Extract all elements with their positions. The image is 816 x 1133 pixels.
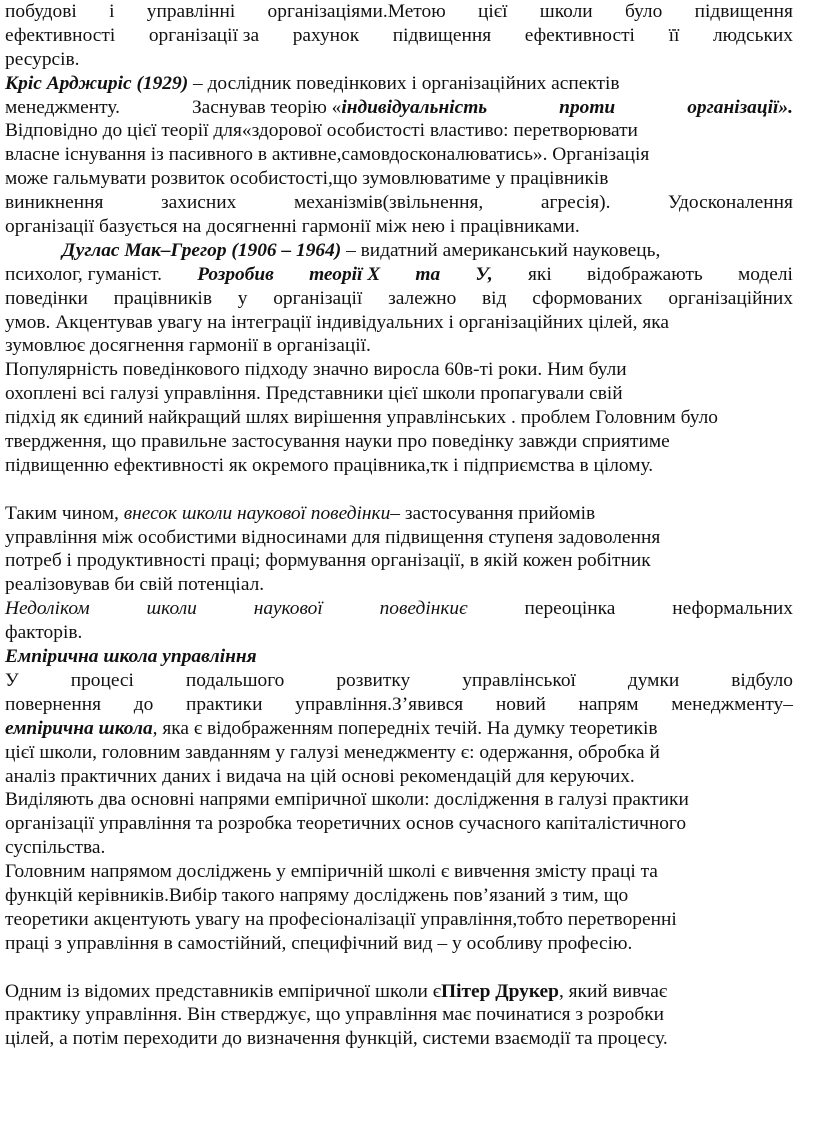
text-span: – застосування прийомів bbox=[390, 502, 596, 524]
word: менеджменту. bbox=[5, 96, 120, 118]
word: які bbox=[528, 263, 552, 285]
text-line: зумовлює досягнення гармонії в організації. bbox=[5, 335, 371, 357]
text-line: факторів. bbox=[5, 622, 83, 644]
theory-term: та bbox=[415, 263, 441, 285]
text-line: Відповідно до цієї теорії для«здорової особистості властиво: перетворювати bbox=[5, 120, 638, 142]
text-line: Популярність поведінкового підходу значно виросла 60в-ті роки. Ним були bbox=[5, 359, 627, 381]
word: Заснував bbox=[191, 96, 266, 118]
word: У bbox=[5, 669, 19, 691]
word: організації bbox=[273, 287, 363, 309]
word: практики bbox=[185, 693, 263, 715]
text-line: цілей, а потім переходити до визначення функцій, системи взаємодії та процесу. bbox=[5, 1028, 668, 1050]
theory-term: проти bbox=[559, 96, 616, 118]
text-line bbox=[5, 597, 793, 621]
word: управління.З’явився bbox=[295, 693, 464, 715]
theory-term: індивідуальність bbox=[341, 96, 488, 118]
word: управлінні bbox=[146, 1, 236, 22]
word: людських bbox=[712, 24, 793, 46]
text-line: Виділяють два основні напрями емпіричної школи: дослідження в галузі практики bbox=[5, 789, 689, 811]
text-line: цієї школи, головним завданням у галузі менеджменту є: одержання, обробка й bbox=[5, 741, 660, 763]
word: думки bbox=[627, 669, 680, 691]
word: агресія). bbox=[540, 192, 611, 214]
text-line: Головним напрямом досліджень у емпіричній школі є вивчення змісту праці та bbox=[5, 861, 658, 883]
text-span: – видатний американський науковець, bbox=[341, 239, 661, 261]
word: організації за bbox=[148, 24, 260, 46]
emphasis: , внесок школи наукової поведінки bbox=[114, 502, 391, 524]
text-line bbox=[5, 239, 793, 263]
text-line: може гальмувати розвиток особистості,що зумовлюватиме у працівників bbox=[5, 168, 609, 190]
word: відображають bbox=[586, 263, 703, 285]
text-line: власне існування із пасивного в активне,самовдосконалюватись». Організація bbox=[5, 144, 650, 166]
word: розвитку bbox=[336, 669, 411, 691]
text-line bbox=[5, 191, 793, 215]
text-line: охоплені всі галузі управління. Представники цієї школи пропагували свій bbox=[5, 383, 623, 405]
text-line bbox=[5, 693, 793, 717]
word: підвищення bbox=[392, 24, 492, 46]
text-line bbox=[5, 287, 793, 311]
text-line: підхід як єдиний найкращий шлях вирішення управлінських . проблем Головним було bbox=[5, 407, 718, 429]
word: Удосконалення bbox=[668, 192, 793, 214]
theory-term: організації». bbox=[687, 96, 793, 118]
word: переоцінка bbox=[524, 598, 616, 620]
text-line bbox=[5, 502, 793, 526]
emphasis: школи bbox=[146, 598, 197, 620]
section-heading bbox=[5, 645, 793, 669]
school-term: емпірична школа bbox=[5, 717, 153, 739]
word: захисних bbox=[160, 192, 237, 214]
word: управлінської bbox=[462, 669, 576, 691]
emphasis: поведінкиє bbox=[379, 598, 468, 620]
word: було bbox=[624, 1, 663, 22]
word: відбуло bbox=[731, 669, 793, 691]
text-line bbox=[5, 72, 793, 96]
text-span: Одним із відомих представників емпіричної школи є bbox=[5, 980, 442, 1002]
word: школи bbox=[539, 1, 593, 22]
theory-term: У, bbox=[475, 263, 493, 285]
text-line: управління між особистими відносинами для підвищення ступеня задоволення bbox=[5, 526, 661, 548]
blank-line bbox=[5, 956, 793, 980]
word: цієї bbox=[478, 1, 508, 22]
emphasis: наукової bbox=[253, 598, 323, 620]
person-name: Пітер Друкер bbox=[441, 980, 559, 1002]
word: подальшого bbox=[185, 669, 285, 691]
text-line bbox=[5, 96, 793, 120]
word: психолог, гуманіст. bbox=[5, 263, 162, 285]
word: побудові bbox=[5, 1, 77, 22]
word: повернення bbox=[5, 693, 102, 715]
text-line: твердження, що правильне застосування науки про поведінку завжди сприятиме bbox=[5, 431, 670, 453]
person-name: Кріс Арджиріс (1929) bbox=[5, 72, 189, 94]
word: новий bbox=[495, 693, 546, 715]
text-line bbox=[5, 980, 793, 1004]
document-page bbox=[5, 0, 793, 1051]
word: менеджменту– bbox=[671, 693, 793, 715]
theory-term: теорії X bbox=[309, 263, 381, 285]
text-line bbox=[5, 24, 793, 48]
text-line: аналіз практичних даних і видача на цій основі рекомендацій для керуючих. bbox=[5, 765, 635, 787]
word: моделі bbox=[738, 263, 793, 285]
text-line bbox=[5, 717, 793, 741]
word: сформованих bbox=[532, 287, 643, 309]
word: ефективності bbox=[524, 24, 635, 46]
text-line: організації управління та розробка теоретичних основ сучасного капіталістичного bbox=[5, 813, 687, 835]
word: до bbox=[133, 693, 154, 715]
text-line: теоретики акцентують увагу на професіоналізації управління,тобто перетворенні bbox=[5, 908, 677, 930]
text-line: реалізовував би свій потенціал. bbox=[5, 574, 265, 596]
text-line: праці з управління в самостійний, специфічний вид – у особливу професію. bbox=[5, 932, 633, 954]
word: підвищення bbox=[694, 1, 793, 22]
text-span: , яка є відображенням попередніх течій. На думку теоретиків bbox=[152, 717, 658, 739]
word: поведінки bbox=[5, 287, 88, 309]
text-line: ресурсів. bbox=[5, 48, 80, 70]
blank-line bbox=[5, 478, 793, 502]
text-line: функцій керівників.Вибір такого напряму досліджень пов’язаний з тим, що bbox=[5, 884, 629, 906]
text-line: підвищенню ефективності як окремого працівника,тк і підприємства в цілому. bbox=[5, 454, 654, 476]
word: механізмів(звільнення, bbox=[293, 192, 484, 214]
word: процесі bbox=[70, 669, 134, 691]
word: у bbox=[237, 287, 248, 309]
word: неформальних bbox=[672, 598, 793, 620]
text-line bbox=[5, 669, 793, 693]
word: ефективності bbox=[5, 24, 116, 46]
text-line bbox=[5, 0, 793, 24]
word: теорію « bbox=[270, 96, 342, 118]
word-group bbox=[192, 96, 487, 120]
text-line: умов. Акцентував увагу на інтеграції індивідуальних і організаційних цілей, яка bbox=[5, 311, 669, 333]
text-span: , який вивчає bbox=[558, 980, 668, 1002]
text-span: Таким чином bbox=[5, 502, 114, 524]
word: організаційних bbox=[668, 287, 793, 309]
word: її bbox=[668, 24, 680, 46]
text-line: потреб і продуктивності праці; формування організації, в якій кожен робітник bbox=[5, 550, 651, 572]
word: виникнення bbox=[5, 192, 104, 214]
word: напрям bbox=[578, 693, 639, 715]
heading-text: Емпірична школа управління bbox=[5, 646, 257, 668]
word: рахунок bbox=[292, 24, 360, 46]
text-line: практику управління. Він стверджує, що управління має починатися з розробки bbox=[5, 1004, 665, 1026]
text-line: суспільства. bbox=[5, 837, 106, 859]
word: працівників bbox=[113, 287, 212, 309]
text-line bbox=[5, 263, 793, 287]
emphasis: Недоліком bbox=[5, 598, 90, 620]
word: залежно bbox=[388, 287, 457, 309]
word: організаціями.Метою bbox=[267, 1, 446, 22]
word: і bbox=[109, 1, 115, 22]
text-span: – дослідник поведінкових і організаційних аспектів bbox=[188, 72, 620, 94]
word: від bbox=[482, 287, 507, 309]
person-name: Дуглас Мак–Грегор (1906 – 1964) bbox=[62, 239, 342, 261]
theory-term: Розробив bbox=[197, 263, 274, 285]
text-line: організації базується на досягненні гармонії між нею і працівниками. bbox=[5, 216, 580, 238]
